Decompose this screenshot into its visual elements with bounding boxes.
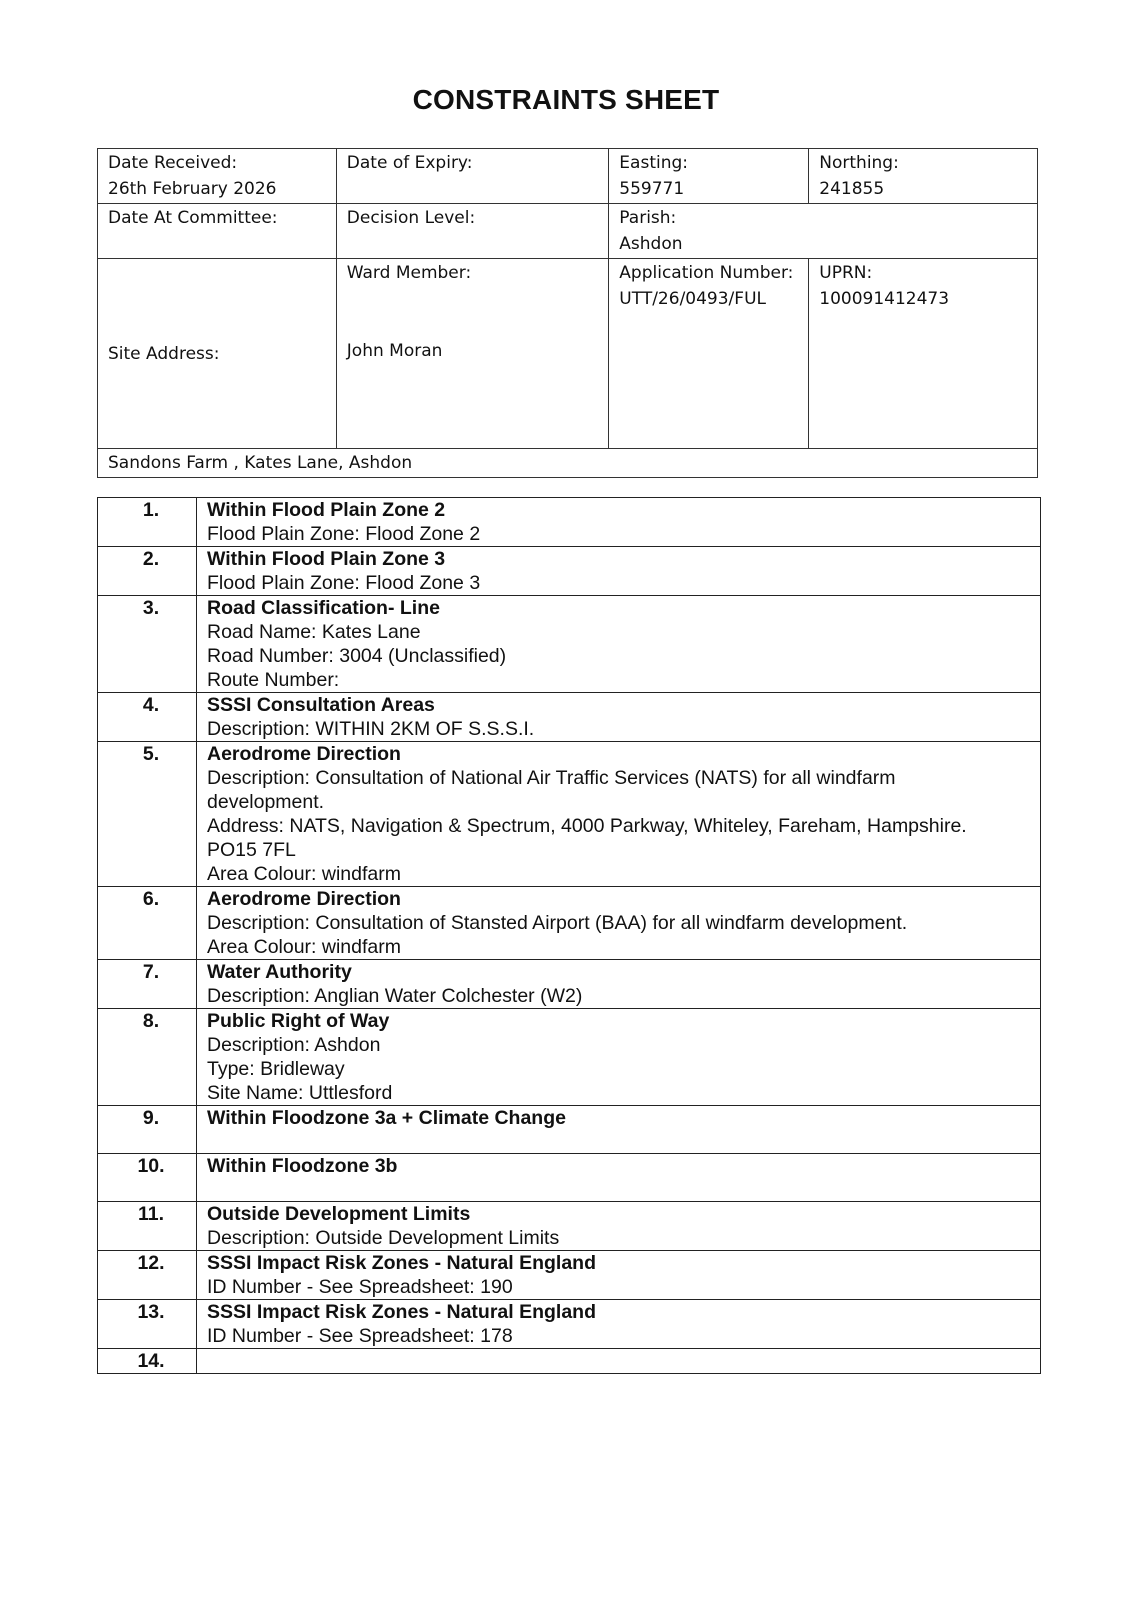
constraint-number: 8. — [98, 1009, 197, 1106]
constraint-number: 11. — [98, 1202, 197, 1251]
constraint-number: 14. — [98, 1349, 197, 1374]
constraint-detail-line: Road Name: Kates Lane — [207, 621, 421, 643]
constraint-details — [197, 1300, 1041, 1349]
constraint-detail-line: Flood Plain Zone: Flood Zone 3 — [207, 572, 481, 594]
northing-cell — [809, 149, 1038, 204]
constraint-row — [98, 887, 1041, 960]
constraint-detail-line: development. — [207, 791, 325, 813]
constraint-details — [197, 1154, 1041, 1202]
constraint-detail-line: Area Colour: windfarm — [207, 936, 401, 958]
date-received-cell — [98, 149, 337, 204]
constraint-row — [98, 498, 1041, 547]
easting-label: Easting: — [619, 153, 688, 173]
constraint-detail-line: Area Colour: windfarm — [207, 863, 401, 885]
constraint-details — [197, 596, 1041, 693]
constraint-detail-line: ID Number - See Spreadsheet: 178 — [207, 1325, 513, 1347]
constraint-row — [98, 596, 1041, 693]
application-details-table — [97, 148, 1038, 478]
constraint-details — [197, 1349, 1041, 1374]
constraint-number: 9. — [98, 1106, 197, 1154]
ward-member-cell — [336, 259, 609, 449]
constraint-number: 6. — [98, 887, 197, 960]
constraint-number: 12. — [98, 1251, 197, 1300]
parish-cell — [609, 204, 1038, 259]
constraint-heading: Aerodrome Direction — [207, 888, 401, 910]
constraint-row — [98, 1300, 1041, 1349]
decision-level-label: Decision Level: — [346, 208, 476, 228]
constraint-number: 5. — [98, 742, 197, 887]
constraint-heading: Within Flood Plain Zone 3 — [207, 548, 446, 570]
constraint-heading: Within Floodzone 3a + Climate Change — [207, 1107, 566, 1129]
constraint-heading: Aerodrome Direction — [207, 743, 401, 765]
date-of-expiry-label: Date of Expiry: — [346, 153, 473, 173]
decision-level-cell — [336, 204, 609, 259]
application-number-cell — [609, 259, 809, 449]
constraint-details — [197, 1009, 1041, 1106]
constraint-details — [197, 1202, 1041, 1251]
constraint-detail-line: Description: Anglian Water Colchester (W2) — [207, 985, 583, 1007]
constraint-detail-line: ID Number - See Spreadsheet: 190 — [207, 1276, 513, 1298]
constraint-row — [98, 547, 1041, 596]
northing-label: Northing: — [819, 153, 899, 173]
ward-member-label: Ward Member: — [346, 263, 472, 283]
uprn-cell — [809, 259, 1038, 449]
constraint-details — [197, 498, 1041, 547]
constraint-heading: Within Flood Plain Zone 2 — [207, 499, 446, 521]
constraint-detail-line: Route Number: — [207, 669, 340, 691]
site-address-label: Site Address: — [108, 343, 220, 364]
constraint-heading: Water Authority — [207, 961, 352, 983]
constraint-detail-line: Description: Ashdon — [207, 1034, 381, 1056]
constraint-details — [197, 1251, 1041, 1300]
date-received-label: Date Received: — [108, 153, 238, 173]
constraint-number: 1. — [98, 498, 197, 547]
date-at-committee-label: Date At Committee: — [108, 208, 278, 228]
site-address-value: Sandons Farm , Kates Lane, Ashdon — [108, 453, 413, 473]
constraint-heading: SSSI Impact Risk Zones - Natural England — [207, 1252, 597, 1274]
constraint-heading: SSSI Consultation Areas — [207, 694, 435, 716]
northing-value: 241855 — [819, 179, 885, 199]
constraint-details — [197, 547, 1041, 596]
easting-value: 559771 — [619, 179, 685, 199]
constraint-row — [98, 742, 1041, 887]
parish-label: Parish: — [619, 208, 677, 228]
constraint-details — [197, 693, 1041, 742]
site-address-value-cell — [98, 449, 1038, 478]
constraint-heading: SSSI Impact Risk Zones - Natural England — [207, 1301, 597, 1323]
constraint-heading: Road Classification- Line — [207, 597, 440, 619]
constraint-row — [98, 960, 1041, 1009]
constraint-details — [197, 742, 1041, 887]
constraint-number: 4. — [98, 693, 197, 742]
constraint-detail-line: Road Number: 3004 (Unclassified) — [207, 645, 507, 667]
constraint-number: 3. — [98, 596, 197, 693]
constraint-details — [197, 887, 1041, 960]
application-number-value: UTT/26/0493/FUL — [619, 289, 766, 309]
application-number-label: Application Number: — [619, 263, 794, 283]
uprn-label: UPRN: — [819, 263, 873, 283]
constraint-heading: Within Floodzone 3b — [207, 1155, 398, 1177]
date-received-value: 26th February 2026 — [108, 179, 277, 199]
constraint-detail-line: Description: Outside Development Limits — [207, 1227, 560, 1249]
constraint-detail-line: Address: NATS, Navigation & Spectrum, 4000 Parkway, Whiteley, Fareham, Hampshire. — [207, 815, 967, 837]
constraint-details — [197, 1106, 1041, 1154]
site-address-label-cell — [98, 259, 337, 449]
constraint-row — [98, 1202, 1041, 1251]
constraint-number: 2. — [98, 547, 197, 596]
constraint-row — [98, 1349, 1041, 1374]
page-title: CONSTRAINTS SHEET — [412, 84, 720, 115]
constraint-number: 10. — [98, 1154, 197, 1202]
constraint-detail-line: Description: Consultation of Stansted Airport (BAA) for all windfarm development. — [207, 912, 908, 934]
date-of-expiry-cell — [336, 149, 609, 204]
constraint-row — [98, 693, 1041, 742]
constraint-detail-line: PO15 7FL — [207, 839, 296, 861]
constraint-detail-line: Description: WITHIN 2KM OF S.S.S.I. — [207, 718, 535, 740]
date-at-committee-cell — [98, 204, 337, 259]
constraint-number: 7. — [98, 960, 197, 1009]
constraint-row — [98, 1251, 1041, 1300]
constraint-detail-line: Flood Plain Zone: Flood Zone 2 — [207, 523, 481, 545]
easting-cell — [609, 149, 809, 204]
constraint-heading: Outside Development Limits — [207, 1203, 471, 1225]
constraint-number: 13. — [98, 1300, 197, 1349]
parish-value: Ashdon — [619, 234, 683, 254]
constraint-detail-line: Description: Consultation of National Air Traffic Services (NATS) for all windfarm — [207, 767, 896, 789]
constraint-details — [197, 960, 1041, 1009]
ward-member-value: John Moran — [346, 341, 443, 361]
uprn-value: 100091412473 — [819, 289, 950, 309]
constraint-detail-line: Type: Bridleway — [207, 1058, 345, 1080]
constraint-row — [98, 1009, 1041, 1106]
constraint-row — [98, 1154, 1041, 1202]
constraints-table — [97, 497, 1041, 1374]
constraint-detail-line: Site Name: Uttlesford — [207, 1082, 393, 1104]
constraint-heading: Public Right of Way — [207, 1010, 390, 1032]
constraint-row — [98, 1106, 1041, 1154]
